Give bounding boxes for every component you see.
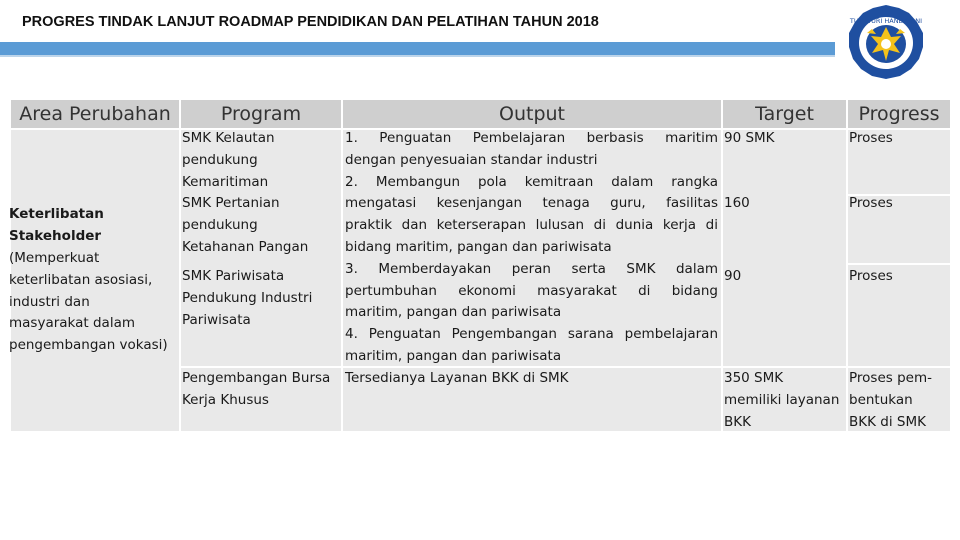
program-bkk: Pengembangan Bursa Kerja Khusus (182, 370, 331, 408)
output-bkk: Tersedianya Layanan BKK di SMK (345, 370, 569, 386)
header-target: Target (723, 100, 846, 128)
target-bkk: 350 SMK memiliki layanan BKK (724, 370, 840, 430)
target-pariwisata: 90 (724, 268, 742, 284)
output-list: 1. Penguatan Pembelajaran berbasis maritim dengan penyesuaian standar industri 2. Membangun pola kemitraan dalam rangka mengatasi kesenjangan tenaga guru, fasilitas praktik dan keterserapan lulusan di dunia kerja di bidang maritim, pangan dan pariwisata 3. Memberdayakan peran serta SMK dalam pertumbuhan ekonomi masyarakat di bidang maritim, pangan dan pariwisata 4. Penguatan Pengembangan sarana pembelajaran maritim, pangan dan pariwisata (345, 130, 718, 364)
progress-pariwisata: Proses (849, 268, 893, 284)
target-pertanian: 160 (724, 195, 750, 211)
header-area-perubahan: Area Perubahan (11, 100, 179, 128)
header-program: Program (181, 100, 341, 128)
progress-kelautan: Proses (849, 130, 893, 146)
header-progress: Progress (848, 100, 950, 128)
program-smk-pariwisata: SMK Pariwisata Pendukung Industri Pariwisata (182, 268, 313, 328)
tut-wuri-handayani-logo-icon (845, 3, 927, 81)
title-underline-bar (0, 42, 835, 55)
target-kelautan: 90 SMK (724, 130, 775, 146)
target-cell-main (723, 130, 846, 366)
logo-text: TUT WURI HANDAYANI (849, 17, 923, 25)
area-title: Keterlibatan Stakeholder (9, 206, 104, 244)
page-title: PROGRES TINDAK LANJUT ROADMAP PENDIDIKAN DAN PELATIHAN TAHUN 2018 (22, 14, 599, 30)
program-smk-kelautan: SMK Kelautan pendukung Kemaritiman (182, 130, 275, 190)
area-description: (Memperkuat keterlibatan asosiasi, industri dan masyarakat dalam pengembangan vokasi) (9, 250, 168, 354)
header-output: Output (343, 100, 721, 128)
progress-pertanian: Proses (849, 195, 893, 211)
title-underline-thin (0, 55, 835, 57)
progress-bkk: Proses pem- bentukan BKK di SMK (849, 370, 932, 430)
program-smk-pertanian: SMK Pertanian pendukung Ketahanan Pangan (182, 195, 309, 255)
